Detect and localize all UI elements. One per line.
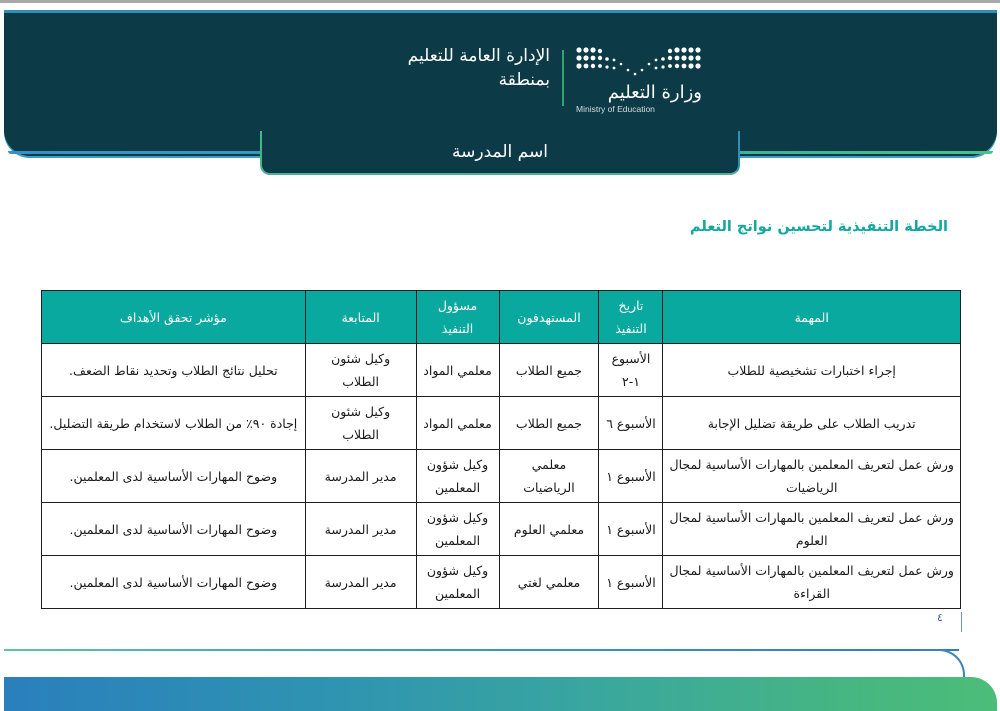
- footer-gradient-band: [4, 677, 997, 711]
- ministry-name-arabic: وزارة التعليم: [607, 82, 702, 103]
- ministry-name-english: Ministry of Education: [576, 104, 655, 114]
- header-followup: المتابعة: [305, 291, 416, 344]
- header-indicator: مؤشر تحقق الأهداف: [42, 291, 306, 344]
- table-header-row: [42, 291, 961, 344]
- implementation-plan-table: [41, 290, 961, 609]
- cell-date: الأسبوع ١: [599, 556, 663, 609]
- cell-indicator: تحليل نتائج الطلاب وتحديد نقاط الضعف.: [42, 344, 306, 397]
- school-name: اسم المدرسة: [452, 142, 548, 162]
- header-responsible: مسؤول التنفيذ: [416, 291, 499, 344]
- table-row: [42, 344, 961, 397]
- table-row: [42, 397, 961, 450]
- cell-responsible: وكيل شؤون المعلمين: [416, 450, 499, 503]
- table-row: [42, 503, 961, 556]
- administration-name: [380, 44, 550, 92]
- logo-divider: [562, 50, 564, 106]
- table-row: [42, 556, 961, 609]
- footer-accent-line: [4, 649, 959, 651]
- cell-date: الأسبوع ٦: [599, 397, 663, 450]
- cell-responsible: وكيل شؤون المعلمين: [416, 503, 499, 556]
- cell-task: ورش عمل لتعريف المعلمين بالمهارات الأساسية لمجال الرياضيات: [663, 450, 961, 503]
- cell-task: ورش عمل لتعريف المعلمين بالمهارات الأساسية لمجال العلوم: [663, 503, 961, 556]
- header-date: تاريخ التنفيذ: [599, 291, 663, 344]
- header-task: المهمة: [663, 291, 961, 344]
- cell-followup: مدير المدرسة: [305, 503, 416, 556]
- cell-targets: معلمي لغتي: [499, 556, 599, 609]
- cell-task: ورش عمل لتعريف المعلمين بالمهارات الأساسية لمجال القراءة: [663, 556, 961, 609]
- cell-indicator: وضوح المهارات الأساسية لدى المعلمين.: [42, 556, 306, 609]
- cell-targets: جميع الطلاب: [499, 397, 599, 450]
- school-name-tab: [260, 131, 740, 175]
- page-number-divider: [961, 612, 962, 632]
- cell-responsible: وكيل شؤون المعلمين: [416, 556, 499, 609]
- footer-accent-curve: [920, 649, 965, 679]
- header-targets: المستهدفون: [499, 291, 599, 344]
- cell-indicator: وضوح المهارات الأساسية لدى المعلمين.: [42, 450, 306, 503]
- cell-followup: وكيل شئون الطلاب: [305, 344, 416, 397]
- cell-followup: مدير المدرسة: [305, 556, 416, 609]
- cell-indicator: إجادة ٩٠٪ من الطلاب لاستخدام طريقة التضليل.: [42, 397, 306, 450]
- cell-targets: معلمي الرياضيات: [499, 450, 599, 503]
- cell-targets: جميع الطلاب: [499, 344, 599, 397]
- top-border: [0, 0, 1000, 3]
- cell-indicator: وضوح المهارات الأساسية لدى المعلمين.: [42, 503, 306, 556]
- cell-followup: مدير المدرسة: [305, 450, 416, 503]
- cell-task: إجراء اختبارات تشخيصية للطلاب: [663, 344, 961, 397]
- table-row: [42, 450, 961, 503]
- administration-line-2: بمنطقة: [498, 70, 550, 90]
- cell-targets: معلمي العلوم: [499, 503, 599, 556]
- cell-task: تدريب الطلاب على طريقة تضليل الإجابة: [663, 397, 961, 450]
- cell-responsible: معلمي المواد: [416, 397, 499, 450]
- document-title: الخطة التنفيذية لتحسين نواتج التعلم: [690, 219, 948, 235]
- cell-followup: وكيل شئون الطلاب: [305, 397, 416, 450]
- cell-date: الأسبوع ١: [599, 450, 663, 503]
- cell-responsible: معلمي المواد: [416, 344, 499, 397]
- page-number: ٤: [937, 611, 943, 624]
- administration-line-1: الإدارة العامة للتعليم: [407, 46, 550, 66]
- cell-date: الأسبوع ١: [599, 503, 663, 556]
- ministry-logo-dots-icon: [575, 46, 702, 82]
- cell-date: الأسبوع ١-٢: [599, 344, 663, 397]
- ministry-logo: [575, 46, 705, 116]
